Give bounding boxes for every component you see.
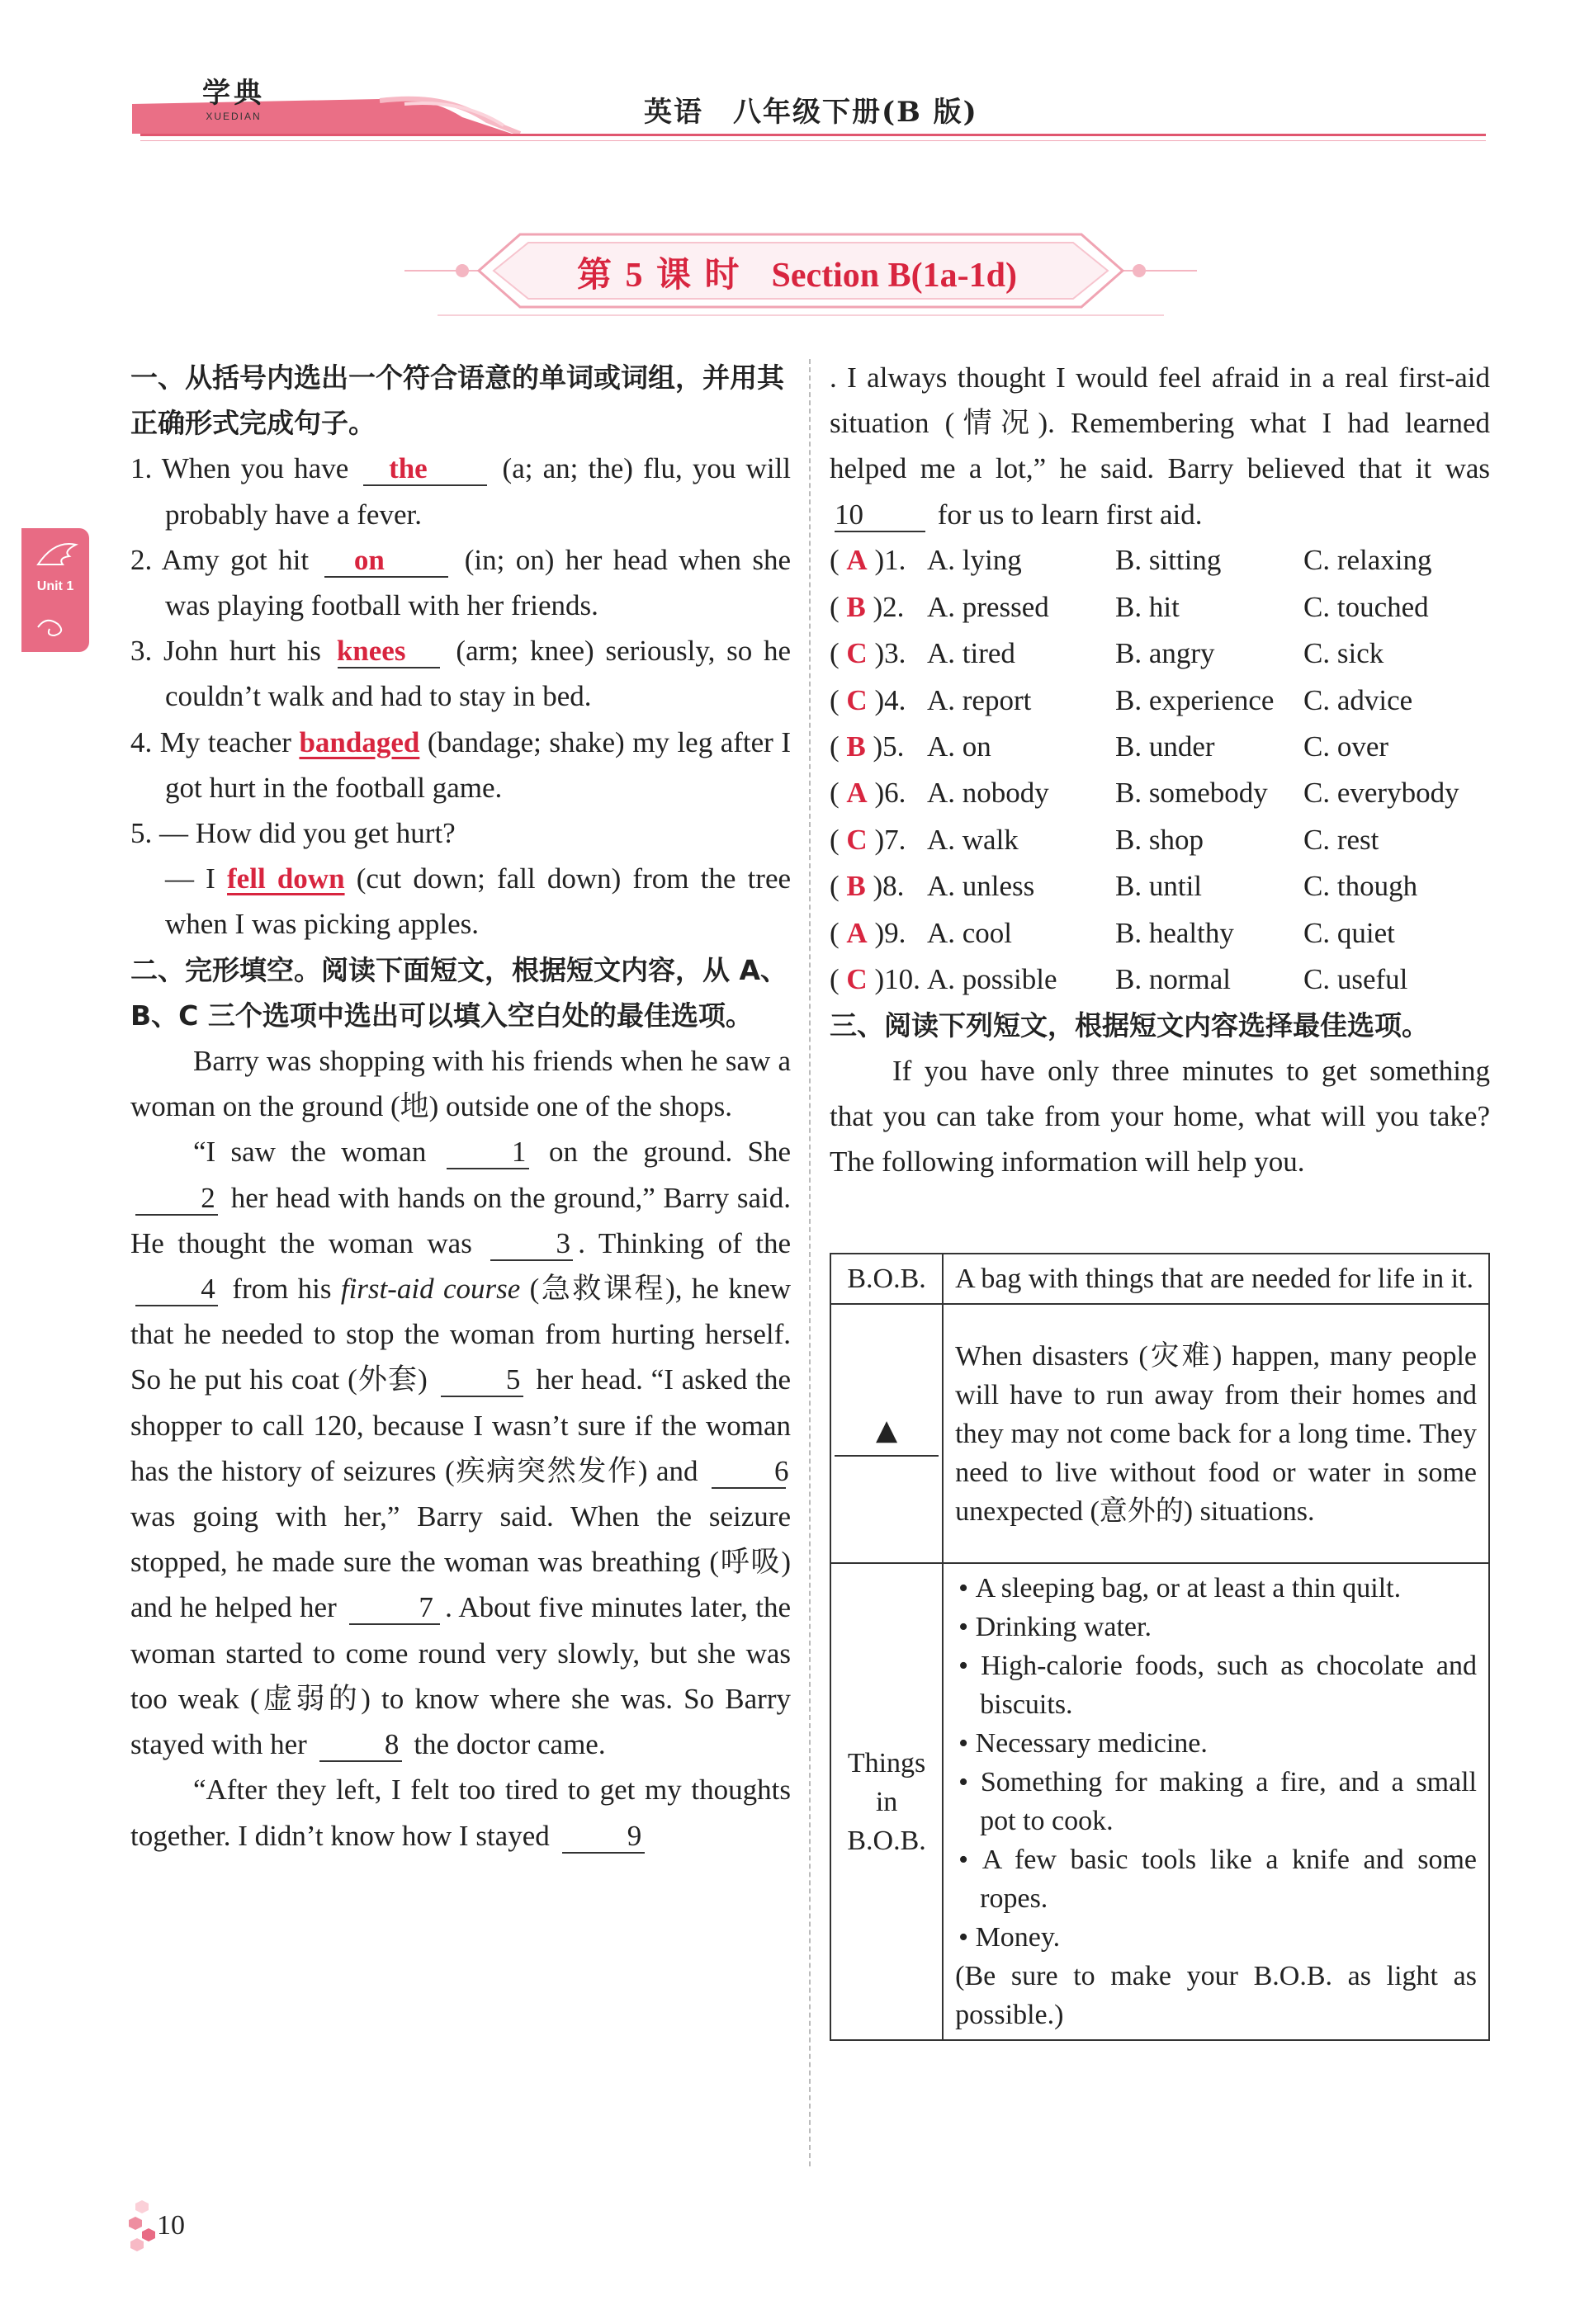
option-c[interactable]: C. relaxing [1303, 544, 1432, 577]
part2-heading: 二、完形填空。阅读下面短文，根据短文内容，从 A、B、C 三个选项中选出可以填入空白处的最佳选项。 [130, 953, 788, 1032]
section-label: Section B(1a-1d) [771, 257, 1017, 295]
logo-text: 学典 [202, 77, 265, 110]
table-note: (Be sure to make your B.O.B. as light as possible.) [955, 1961, 1477, 2030]
option-b[interactable]: B. sitting [1115, 544, 1222, 577]
row-label: B.O.B. [830, 1254, 943, 1304]
table-row [830, 1563, 1489, 2040]
part3-heading: 三、阅读下列短文，根据短文内容选择最佳选项。 [830, 1008, 1429, 1042]
option-a[interactable]: A. walk [927, 823, 1019, 856]
option-b[interactable]: B. angry [1115, 637, 1215, 670]
option-b[interactable]: B. experience [1115, 683, 1275, 716]
question-4: 4. My teacher bandaged (bandage; shake) my leg after I got hurt in the football game. [130, 725, 791, 804]
page-number: 10 [157, 2210, 185, 2241]
cloze-blank-8[interactable]: 8 [319, 1729, 402, 1762]
bullet-cell [943, 1563, 1489, 2040]
option-b[interactable]: B. until [1115, 870, 1203, 903]
cloze-blank-7[interactable]: 7 [349, 1592, 440, 1625]
passage-paragraph-3-end: . I always thought I would feel afraid in a real first-aid situation (情况). Remembering what I had learned helped me a lot,” he said. Barry believed that it was 10 for us to learn first aid. [830, 361, 1490, 531]
right-column [830, 355, 1490, 1185]
row-label-blank[interactable] [830, 1304, 943, 1563]
option-c[interactable]: C. though [1303, 870, 1418, 903]
option-b[interactable]: B. normal [1115, 962, 1231, 995]
list-item: • Drinking water. [958, 1612, 1152, 1642]
choice-answer[interactable]: ( B )5. [830, 730, 905, 763]
cloze-blank-6[interactable]: 6 [712, 1456, 786, 1489]
option-a[interactable]: A. pressed [927, 590, 1049, 623]
option-a[interactable]: A. cool [927, 916, 1013, 949]
option-c[interactable]: C. over [1303, 730, 1389, 763]
bullet-icon: • [958, 1767, 981, 1797]
left-column [130, 355, 791, 1859]
choice-row [830, 909, 1490, 956]
cloze-blank-2[interactable]: 2 [135, 1183, 218, 1216]
choice-row [830, 537, 1490, 583]
wing-icon [21, 531, 89, 581]
answer-text[interactable]: bandaged [299, 725, 420, 758]
header-rule [140, 134, 1486, 136]
choice-answer[interactable]: ( C )4. [830, 683, 906, 716]
question-3: 3. John hurt his knees (arm; knee) seriously, so he couldn’t walk and had to stay in bed. [130, 635, 792, 713]
passage-paragraph-1: Barry was shopping with his friends when he saw a woman on the ground (地) outside one of the shops. [130, 1045, 791, 1123]
list-item: • Something for making a fire, and a small pot to cook. [958, 1767, 1477, 1836]
option-a[interactable]: A. tired [927, 637, 1015, 670]
choice-row [830, 956, 1490, 1002]
question-5-answer: — I fell down (cut down; fall down) from the tree when I was picking apples. [165, 862, 792, 941]
choice-answer[interactable]: ( C )3. [830, 637, 906, 670]
option-c[interactable]: C. useful [1303, 962, 1408, 995]
cloze-blank-5[interactable]: 5 [441, 1364, 523, 1397]
question-2: 2. Amy got hit on (in; on) her head when she was playing football with her friends. [130, 543, 792, 622]
triangle-icon: ▲ [835, 1411, 939, 1457]
answer-text[interactable]: fell down [227, 862, 345, 895]
option-a[interactable]: A. possible [927, 962, 1057, 995]
option-a[interactable]: A. lying [927, 544, 1022, 577]
option-c[interactable]: C. advice [1303, 683, 1413, 716]
italic-term: first-aid course [340, 1273, 521, 1306]
header-rule-thin [140, 140, 1486, 141]
table-row [830, 1254, 1489, 1304]
swirl-icon [21, 607, 89, 649]
option-b[interactable]: B. healthy [1115, 916, 1234, 949]
answer-blank[interactable]: the [363, 453, 487, 486]
option-c[interactable]: C. everybody [1303, 777, 1459, 810]
column-divider [809, 359, 811, 2166]
cloze-blank-4[interactable]: 4 [135, 1273, 218, 1306]
cloze-blank-3[interactable]: 3 [490, 1228, 573, 1261]
reading-intro: If you have only three minutes to get something that you can take from your home, what will you take? The following information will help you. [830, 1054, 1490, 1179]
book-title: 英语 八年级下册(B 版) [644, 96, 978, 129]
list-item: • Money. [958, 1922, 1061, 1953]
choice-answer[interactable]: ( A )1. [830, 544, 906, 577]
option-a[interactable]: A. unless [927, 870, 1035, 903]
unit-side-tab [21, 528, 89, 652]
logo-pinyin: XUEDIAN [206, 111, 262, 122]
choice-row [830, 863, 1490, 909]
list-item: • A few basic tools like a knife and some ropes. [958, 1845, 1478, 1914]
bullet-icon: • [958, 1922, 976, 1953]
list-item: • Necessary medicine. [958, 1728, 1208, 1759]
choice-list [830, 537, 1490, 1003]
bullet-icon: • [958, 1573, 976, 1604]
lesson-title [0, 248, 1594, 297]
option-c[interactable]: C. rest [1303, 823, 1379, 856]
choice-answer[interactable]: ( A )6. [830, 777, 906, 810]
row-text: A bag with things that are needed for life in it. [943, 1254, 1489, 1304]
table-row [830, 1304, 1489, 1563]
option-a[interactable]: A. report [927, 683, 1032, 716]
option-c[interactable]: C. sick [1303, 637, 1384, 670]
answer-blank[interactable]: on [324, 545, 448, 578]
choice-answer[interactable]: ( C )10. [830, 962, 920, 995]
logo [188, 76, 279, 132]
passage-paragraph-3-start: “After they left, I felt too tired to get my thoughts together. I didn’t know how I stayed 9 [130, 1774, 791, 1852]
option-a[interactable]: A. on [927, 730, 991, 763]
option-b[interactable]: B. shop [1115, 823, 1204, 856]
bullet-icon: • [958, 1845, 982, 1875]
row-text: When disasters (灾难) happen, many people will have to run away from their homes and they may not come back for a long time. They need to live without food or water in some unexpected (意外的) situations. [943, 1304, 1489, 1563]
lesson-number: 第 5 课 时 [576, 257, 742, 295]
choice-answer[interactable]: ( B )2. [830, 590, 905, 623]
option-a[interactable]: A. nobody [927, 777, 1049, 810]
option-c[interactable]: C. quiet [1303, 916, 1395, 949]
option-b[interactable]: B. somebody [1115, 777, 1268, 810]
option-c[interactable]: C. touched [1303, 590, 1429, 623]
cloze-blank-9[interactable]: 9 [562, 1821, 645, 1854]
option-b[interactable]: B. under [1115, 730, 1215, 763]
list-item: • High-calorie foods, such as chocolate and biscuits. [958, 1651, 1477, 1720]
cloze-blank-1[interactable]: 1 [447, 1136, 529, 1169]
choice-answer[interactable]: ( B )8. [830, 870, 905, 903]
question-5: 5. — How did you get hurt? [130, 817, 456, 850]
row-label: Things in B.O.B. [830, 1563, 943, 2040]
choice-answer[interactable]: ( A )9. [830, 916, 906, 949]
cloze-blank-10[interactable]: 10 [835, 499, 925, 532]
choice-answer[interactable]: ( C )7. [830, 823, 906, 856]
part1-heading: 一、从括号内选出一个符合语意的单词或词组，并用其正确形式完成句子。 [130, 361, 784, 440]
bullet-icon: • [958, 1651, 981, 1681]
bullet-list [955, 1569, 1477, 1957]
choice-row [830, 723, 1490, 769]
list-item: • A sleeping bag, or at least a thin quilt. [958, 1573, 1402, 1604]
bullet-icon: • [958, 1612, 976, 1642]
choice-row [830, 816, 1490, 862]
question-1: 1. When you have the (a; an; the) flu, you will probably have a fever. [130, 452, 791, 531]
answer-blank[interactable]: knees [338, 635, 440, 668]
choice-row [830, 677, 1490, 723]
choice-row [830, 770, 1490, 816]
option-b[interactable]: B. hit [1115, 590, 1180, 623]
bullet-icon: • [958, 1728, 976, 1759]
choice-row [830, 631, 1490, 677]
choice-row [830, 583, 1490, 630]
unit-label: Unit 1 [36, 579, 74, 593]
bob-info-table [830, 1253, 1490, 2041]
passage-paragraph-2: “I saw the woman 1 on the ground. She 2 her head with hands on the ground,” Barry said. He thought the woman was 3 . Thinking of the 4 from his first-aid course (急救课程), he knew that he needed to stop the woman from hurting herself. So he put his coat (外套) 5 her head. “I asked the shopper to call 120, because I wasn’t sure if the woman has the history of seizures (疾病突然发作) and 6 was going with her,” Barry said. When the seizure stopped, he made sure the woman was breathing (呼吸) and he helped her 7 . About five minutes later, the woman started to come round very slowly, but she was too weak (虚弱的) to know where she was. So Barry stayed with her 8 the doctor came. [130, 1136, 792, 1761]
